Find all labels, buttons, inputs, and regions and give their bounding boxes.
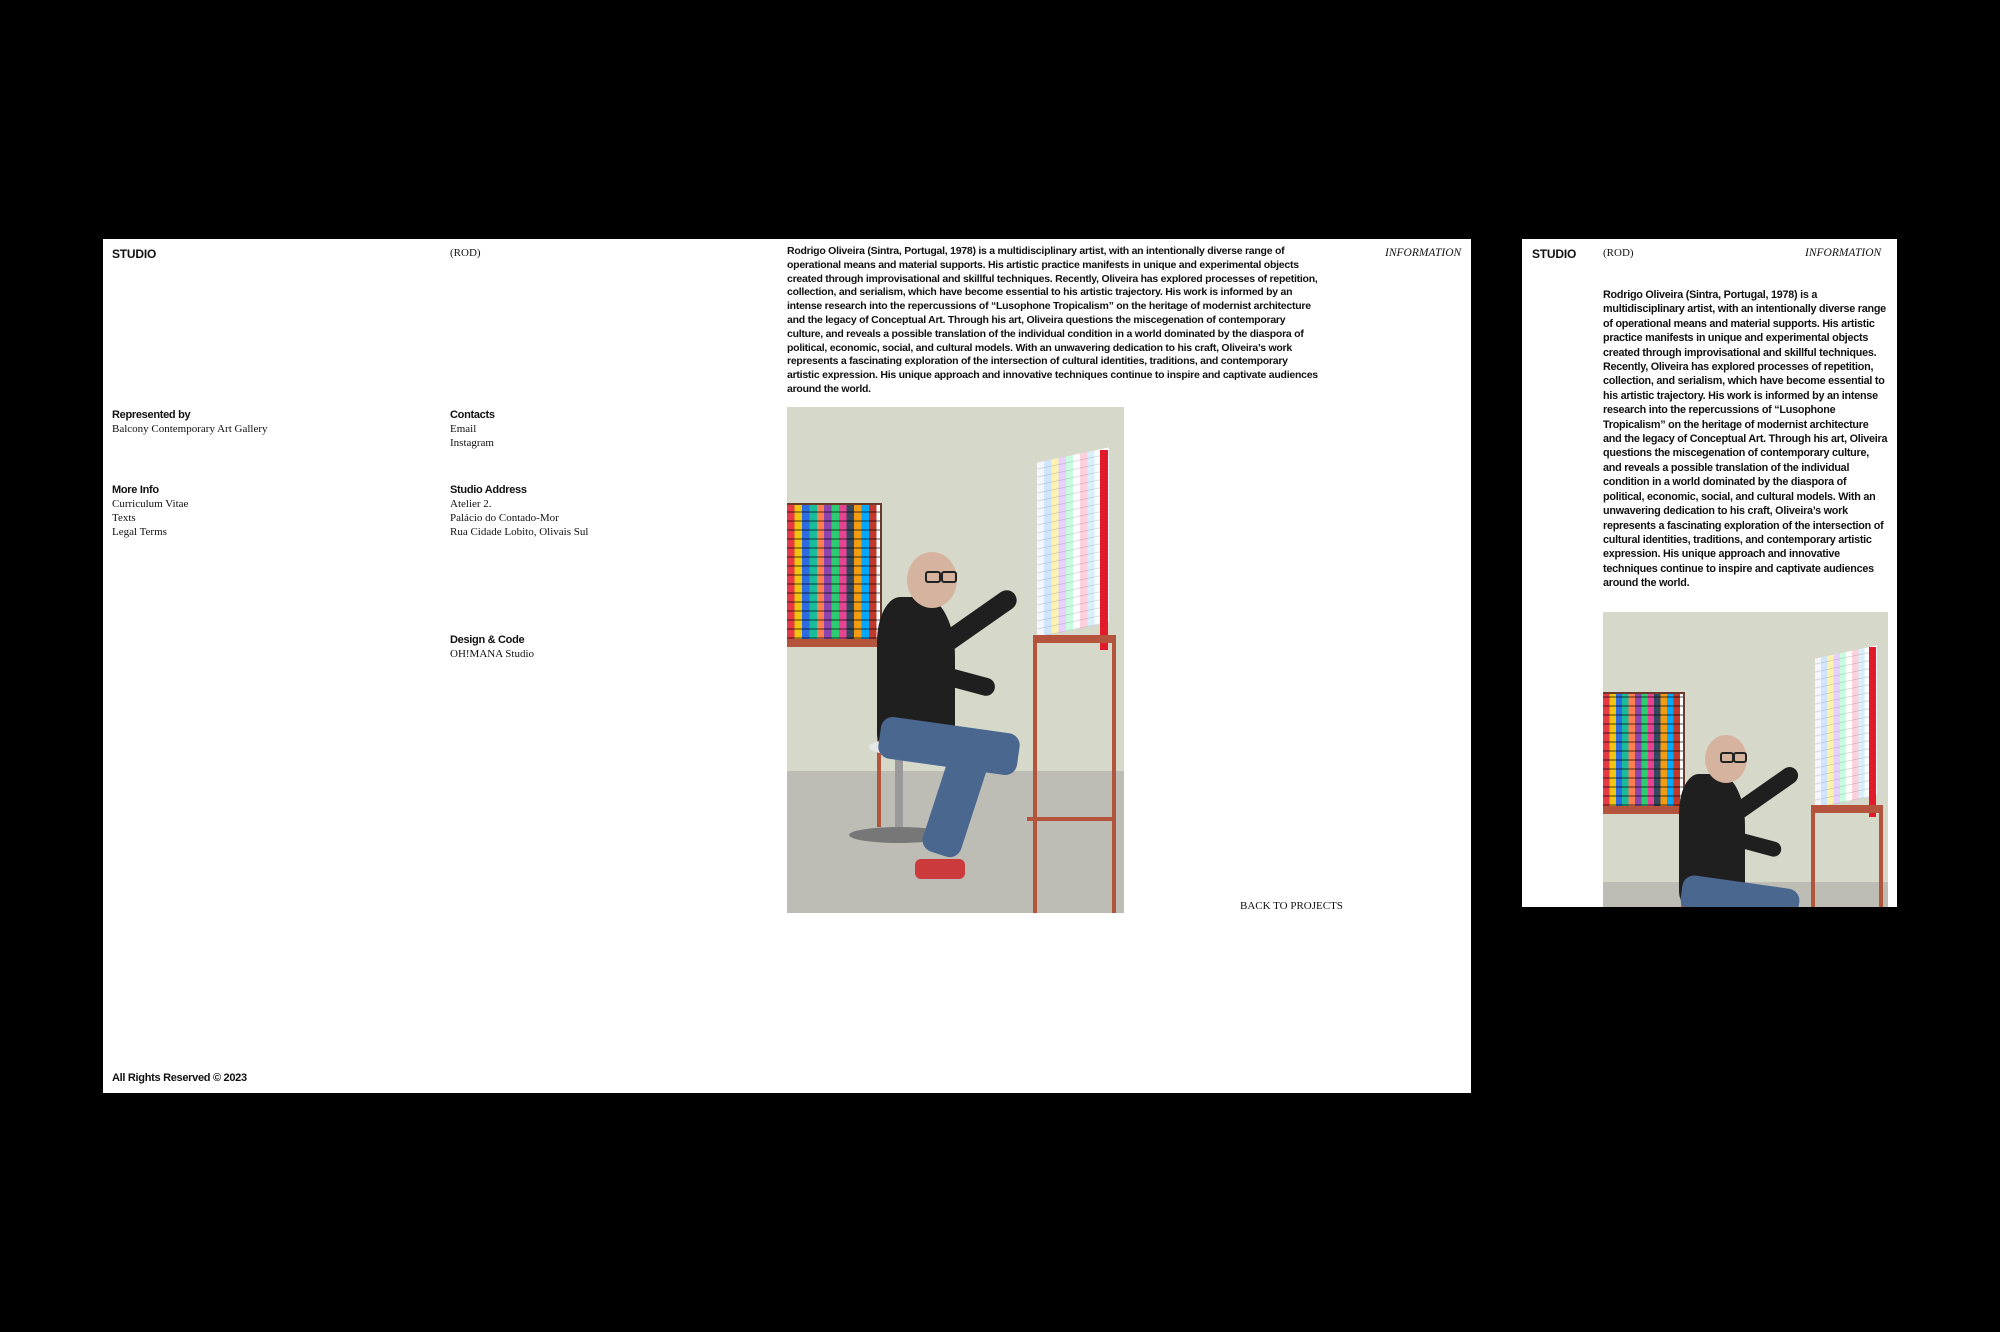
address-line: Rua Cidade Lobito, Olivais Sul — [450, 526, 589, 538]
address-line: Palácio do Contado-Mor — [450, 512, 559, 524]
more-info-section — [112, 483, 188, 539]
legal-terms-link[interactable]: Legal Terms — [112, 526, 167, 538]
mobile-page — [1522, 239, 1897, 907]
contacts-section — [450, 408, 495, 450]
address-line: Atelier 2. — [450, 498, 492, 510]
texts-link[interactable]: Texts — [112, 512, 136, 524]
artist-photo — [787, 407, 1124, 913]
studio-address-label: Studio Address — [450, 484, 527, 496]
studio-logo[interactable]: STUDIO — [1532, 247, 1577, 261]
cv-link[interactable]: Curriculum Vitae — [112, 498, 189, 510]
design-section — [450, 633, 534, 661]
design-studio-link[interactable]: OH!MANA Studio — [450, 648, 535, 660]
information-link[interactable]: INFORMATION — [1385, 247, 1462, 259]
artist-bio: Rodrigo Oliveira (Sintra, Portugal, 1978) is a multidisciplinary artist, with an intentionally diverse range of operational means and material supports. His artistic practice manifests in unique and experimental objects created through improvisational and skillful techniques. Recently, Oliveira has explored processes of repetition, collection, and serialism, which have become essential to his artistic trajectory. His work is informed by an intense research into the repercussions of “Lusophone Tropicalism” on the heritage of modernist architecture and the legacy of Conceptual Art. Through his art, Oliveira questions the miscegenation of contemporary culture, and reveals a possible translation of the individual condition in a world dominated by the diaspora of political, economic, social, and cultural models. With an unwavering dedication to his craft, Oliveira’s work represents a fascinating exploration of the intersection of cultural identities, traditions, and contemporary artistic expression. His unique approach and innovative techniques continue to inspire and captivate audiences around the world. — [1603, 289, 1888, 590]
instagram-link[interactable]: Instagram — [450, 437, 494, 449]
back-to-projects-link[interactable]: BACK TO PROJECTS — [1240, 900, 1343, 912]
footer-copyright: All Rights Reserved © 2023 — [112, 1072, 247, 1084]
artist-code: (ROD) — [1603, 247, 1634, 259]
design-label: Design & Code — [450, 634, 525, 646]
email-link[interactable]: Email — [450, 423, 477, 435]
studio-logo[interactable]: STUDIO — [112, 247, 157, 261]
information-link[interactable]: INFORMATION — [1805, 247, 1882, 259]
artist-code: (ROD) — [450, 247, 481, 259]
artist-photo — [1603, 612, 1888, 907]
more-info-label: More Info — [112, 484, 159, 496]
represented-section — [112, 408, 268, 436]
artist-bio: Rodrigo Oliveira (Sintra, Portugal, 1978) is a multidisciplinary artist, with an intentionally diverse range of operational means and material supports. His artistic practice manifests in unique and experimental objects created through improvisational and skillful techniques. Recently, Oliveira has explored processes of repetition, collection, and serialism, which have become essential to his artistic trajectory. His work is informed by an intense research into the repercussions of “Lusophone Tropicalism” on the heritage of modernist architecture and the legacy of Conceptual Art. Through his art, Oliveira questions the miscegenation of contemporary culture, and reveals a possible translation of the individual condition in a world dominated by the diaspora of political, economic, social, and cultural models. With an unwavering dedication to his craft, Oliveira’s work represents a fascinating exploration of the intersection of cultural identities, traditions, and contemporary artistic expression. His unique approach and innovative techniques continue to inspire and captivate audiences around the world. — [787, 245, 1318, 395]
represented-label: Represented by — [112, 409, 191, 421]
gallery-link[interactable]: Balcony Contemporary Art Gallery — [112, 423, 268, 435]
studio-address-section — [450, 483, 588, 539]
desktop-page — [103, 239, 1471, 1093]
contacts-label: Contacts — [450, 409, 495, 421]
